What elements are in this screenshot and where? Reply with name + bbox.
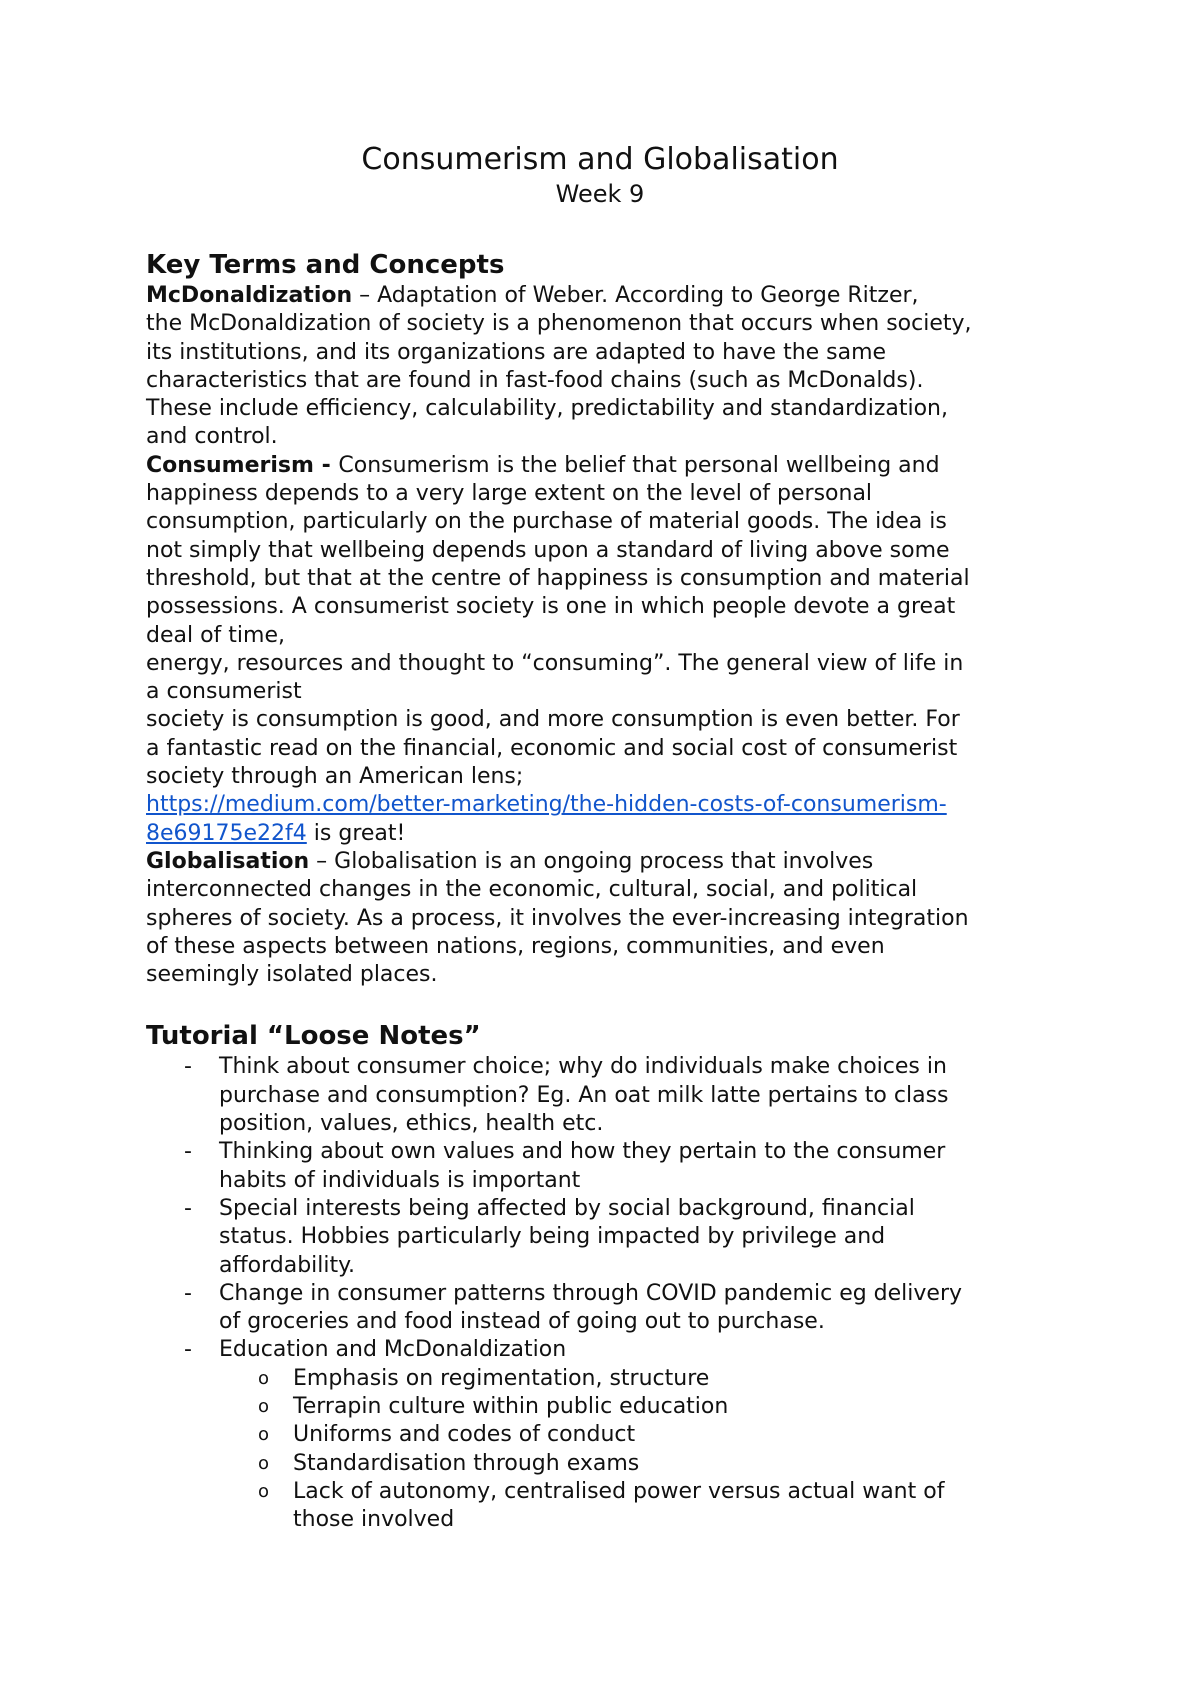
document-title: Consumerism and Globalisation [361, 142, 839, 177]
list-item [146, 1053, 1076, 1138]
dash-bullet-icon: - [184, 1280, 192, 1306]
sub-list-item-text: Terrapin culture within public education [293, 1393, 729, 1419]
title-block [0, 142, 1200, 210]
sub-list-item-text: Lack of autonomy, centralised power versus actual want of those involved [293, 1478, 945, 1533]
term-globalisation: Globalisation [146, 848, 310, 874]
dash-bullet-icon: - [184, 1139, 192, 1165]
list-item-text: Think about consumer choice; why do individuals make choices in purchase and consumption? Eg. An oat milk latte pertains to class position, values, ethics, health etc. [219, 1054, 949, 1137]
term-mcdonaldization: McDonaldization [146, 283, 353, 308]
dash-bullet-icon: - [184, 1195, 192, 1221]
list-item [146, 1280, 1076, 1337]
list-item-text: Special interests being affected by social background, financial status. Hobbies particularly being impacted by privilege and affordability. [219, 1195, 915, 1278]
sub-list-item-text: Standardisation through exams [293, 1450, 640, 1476]
sub-list-item [146, 1421, 1076, 1449]
document-subtitle: Week 9 [555, 180, 645, 208]
list-item-text: Thinking about own values and how they pertain to the consumer habits of individuals is important [219, 1139, 946, 1193]
definition-mcdonaldization [146, 282, 1076, 452]
circle-bullet-icon: o [258, 1452, 270, 1474]
circle-bullet-icon: o [258, 1367, 270, 1389]
after-link-text: is great! [306, 820, 406, 846]
term-consumerism: Consumerism [146, 452, 314, 478]
definition-text: Globalisation is an ongoing process that involves interconnected changes in the economic, cultural, social, and political spheres of society. As a process, it involves the ever-increasing integration of these aspects between nations, regions, communities, and even seemingly isolated places. [146, 848, 969, 988]
list-item [146, 1195, 1076, 1280]
list-item-text: Education and McDonaldization [219, 1337, 567, 1363]
sub-list-item-text: Uniforms and codes of conduct [293, 1422, 636, 1448]
separator: – [309, 848, 335, 874]
key-terms-heading: Key Terms and Concepts [146, 250, 505, 280]
article-link[interactable] [146, 792, 947, 845]
circle-bullet-icon: o [258, 1480, 270, 1502]
tutorial-notes-list [146, 1053, 1076, 1364]
list-item-text: Change in consumer patterns through COVID pandemic eg delivery of groceries and food instead of going out to purchase. [219, 1280, 963, 1335]
definition-consumerism [146, 452, 1076, 848]
sub-list-item [146, 1393, 1076, 1421]
circle-bullet-icon: o [258, 1395, 270, 1417]
sub-list-item [146, 1478, 1076, 1535]
sub-list-item [146, 1450, 1076, 1478]
dash-bullet-icon: - [184, 1337, 192, 1363]
dash-bullet-icon: - [184, 1054, 192, 1080]
education-sub-list [146, 1365, 1076, 1535]
article-link-line2[interactable]: 8e69175e22f4 [146, 820, 307, 846]
definition-text: Adaptation of Weber. According to George Ritzer, the McDonaldization of society is a phenomenon that occurs when society, its institutions, and its organizations are adapted to have the same characteristics that are found in fast-food chains (such as McDonalds). These include efficiency, calculability, predictability and standardization, and control. [146, 283, 972, 450]
definition-text: Consumerism is the belief that personal wellbeing and happiness depends to a very large extent on the level of personal consumption, particularly on the purchase of material goods. The idea is not simply that wellbeing depends upon a standard of living above some threshold, but that at the centre of happiness is consumption and material possessions. A consumerist society is one in which people devote a great deal of time, energy, resources and thought to “consuming”. The general view of life in a consumerist society is consumption is good, and more consumption is even better. For a fantastic read on the financial, economic and social cost of consumerist society through an American lens; [146, 452, 970, 790]
circle-bullet-icon: o [258, 1424, 270, 1446]
document-body [146, 248, 1076, 1534]
article-link-line1[interactable]: https://medium.com/better-marketing/the-hidden-costs-of-consumerism- [146, 792, 947, 818]
tutorial-heading: Tutorial “Loose Notes” [146, 1021, 481, 1052]
separator: – [352, 283, 378, 308]
list-item [146, 1138, 1076, 1195]
sub-list-item-text: Emphasis on regimentation, structure [293, 1365, 710, 1391]
definition-globalisation [146, 848, 1076, 989]
sub-list-item [146, 1365, 1076, 1393]
list-item [146, 1336, 1076, 1364]
section-spacer [146, 989, 1076, 1019]
separator: - [313, 452, 339, 478]
